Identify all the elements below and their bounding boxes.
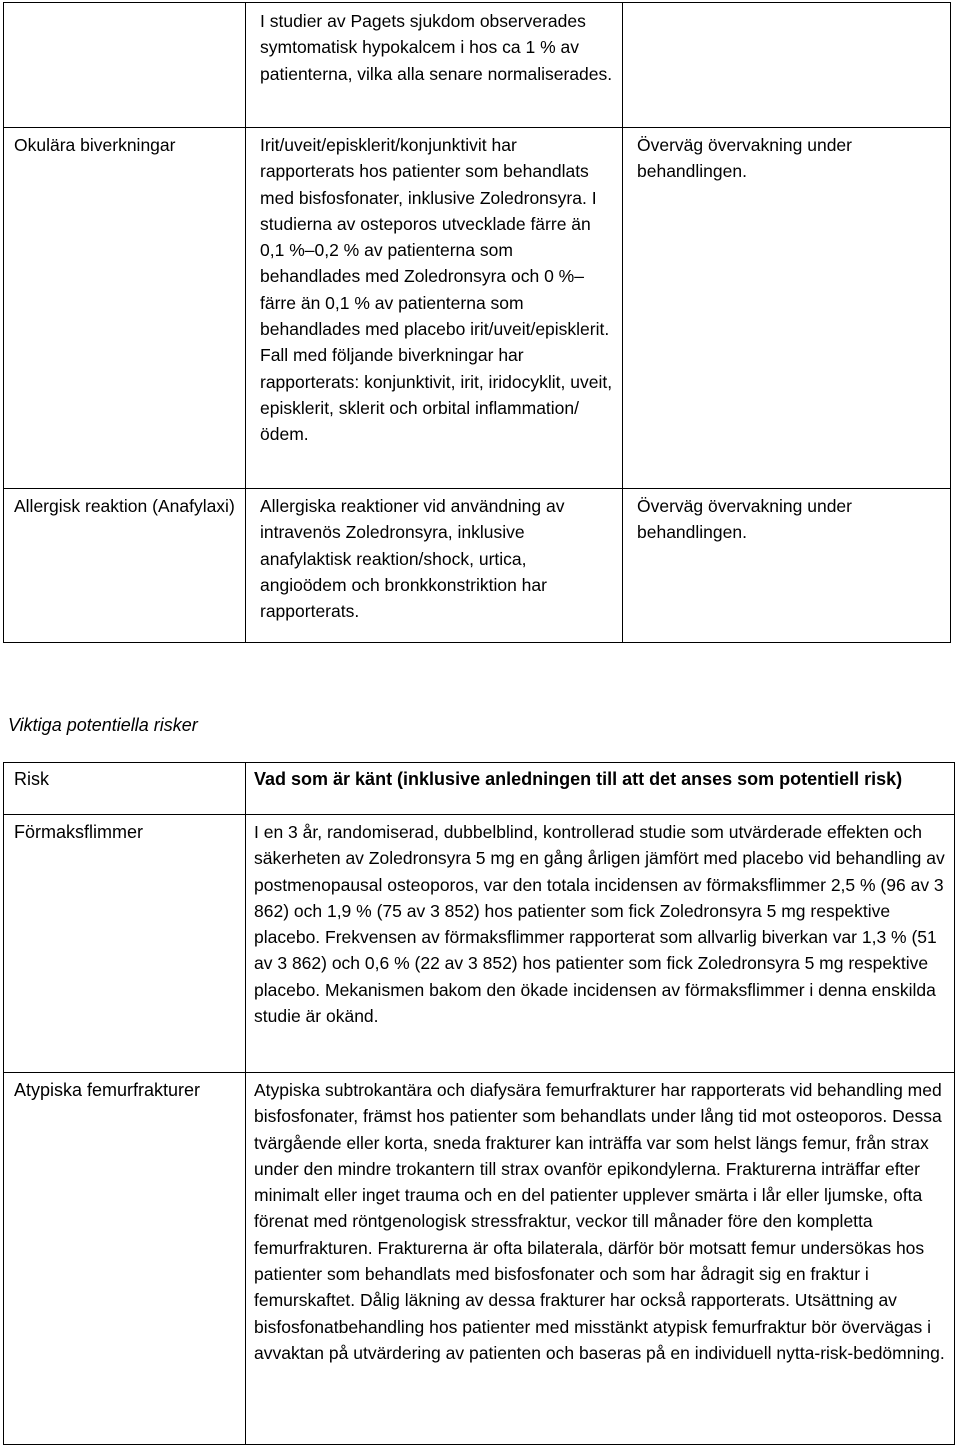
table-row <box>4 815 955 1073</box>
table-row <box>4 128 951 489</box>
reaction-description-cell: I studier av Pagets sjukdom observerades symtomatisk hypokalcem i hos ca 1 % av patienterna, vilka alla senare normaliserades. <box>246 3 623 128</box>
reaction-action-cell: Överväg övervakning under behandlingen. <box>623 489 951 643</box>
reaction-action-cell: Överväg övervakning under behandlingen. <box>623 128 951 489</box>
reaction-label-cell <box>4 3 246 128</box>
potential-risks-table <box>3 762 955 1445</box>
table-row <box>4 3 951 128</box>
section-title: Viktiga potentiella risker <box>8 715 198 735</box>
risk-known-cell: Atypiska subtrokantära och diafysära femurfrakturer har rapporterats vid behandling med bisfosfonater, främst hos patienter som behandlats under lång tid mot osteoporos. Dessa tvärgående eller korta, sneda frakturer kan inträffa var som helst längs femur, från strax under den mindre trokantern till strax ovanför epikondylerna. Frakturerna inträffar efter minimalt eller inget trauma och en del patienter upplever smärta i lår eller ljumske, ofta förenat med röntgenologisk stressfraktur, veckor till månader före den kompletta femurfrakturen. Frakturerna är ofta bilaterala, därför bör motsatt femur undersökas hos patienter som behandlats med bisfosfonater och som har ådragit sig en fraktur i femurskaftet. Dålig läkning av dessa frakturer har också rapporterats. Utsättning av bisfosfonatbehandling hos patienter med misstänkt atypisk femurfraktur bör övervägas i avvaktan på utvärdering av patienten och baseras på en individuell nytta-risk-bedömning. <box>246 1073 955 1445</box>
risk-column-header: Risk <box>4 763 246 815</box>
known-column-header: Vad som är känt (inklusive anledningen till att det anses som potentiell risk) <box>246 763 955 815</box>
reaction-description-cell: Allergiska reaktioner vid användning av intravenös Zoledronsyra, inklusive anafylaktisk reaktion/shock, urtica, angioödem och bronkkonstriktion har rapporterats. <box>246 489 623 643</box>
table-row <box>4 489 951 643</box>
risk-name-cell: Förmaksflimmer <box>4 815 246 1073</box>
reaction-action-cell <box>623 3 951 128</box>
table-row <box>4 1073 955 1445</box>
reaction-label-cell: Okulära biverkningar <box>4 128 246 489</box>
risk-known-cell: I en 3 år, randomiserad, dubbelblind, kontrollerad studie som utvärderade effekten och säkerheten av Zoledronsyra 5 mg en gång årligen jämfört med placebo vid behandling av postmenopausal osteoporos, var den totala incidensen av förmaksflimmer 2,5 % (96 av 3 862) och 1,9 % (75 av 3 852) hos patienter som fick Zoledronsyra 5 mg respektive placebo. Frekvensen av förmaksflimmer rapporterat som allvarlig biverkan var 1,3 % (51 av 3 862) och 0,6 % (22 av 3 852) hos patienter som fick Zoledronsyra 5 mg respektive placebo. Mekanismen bakom den ökade incidensen av förmaksflimmer i denna enskilda studie är okänd. <box>246 815 955 1073</box>
reaction-description-cell: Irit/uveit/episklerit/konjunktivit har rapporterats hos patienter som behandlats med bisfosfonater, inklusive Zoledronsyra. I studierna av osteporos utvecklade färre än 0,1 %–0,2 % av patienterna som behandlades med Zoledronsyra och 0 %–färre än 0,1 % av patienterna som behandlades med placebo irit/uveit/episklerit. Fall med följande biverkningar har rapporterats: konjunktivit, irit, iridocyklit, uveit, episklerit, sklerit och orbital inflammation/ödem. <box>246 128 623 489</box>
risk-name-cell: Atypiska femurfrakturer <box>4 1073 246 1445</box>
table-header-row <box>4 763 955 815</box>
reaction-label-cell: Allergisk reaktion (Anafylaxi) <box>4 489 246 643</box>
adverse-reactions-table <box>3 2 951 643</box>
